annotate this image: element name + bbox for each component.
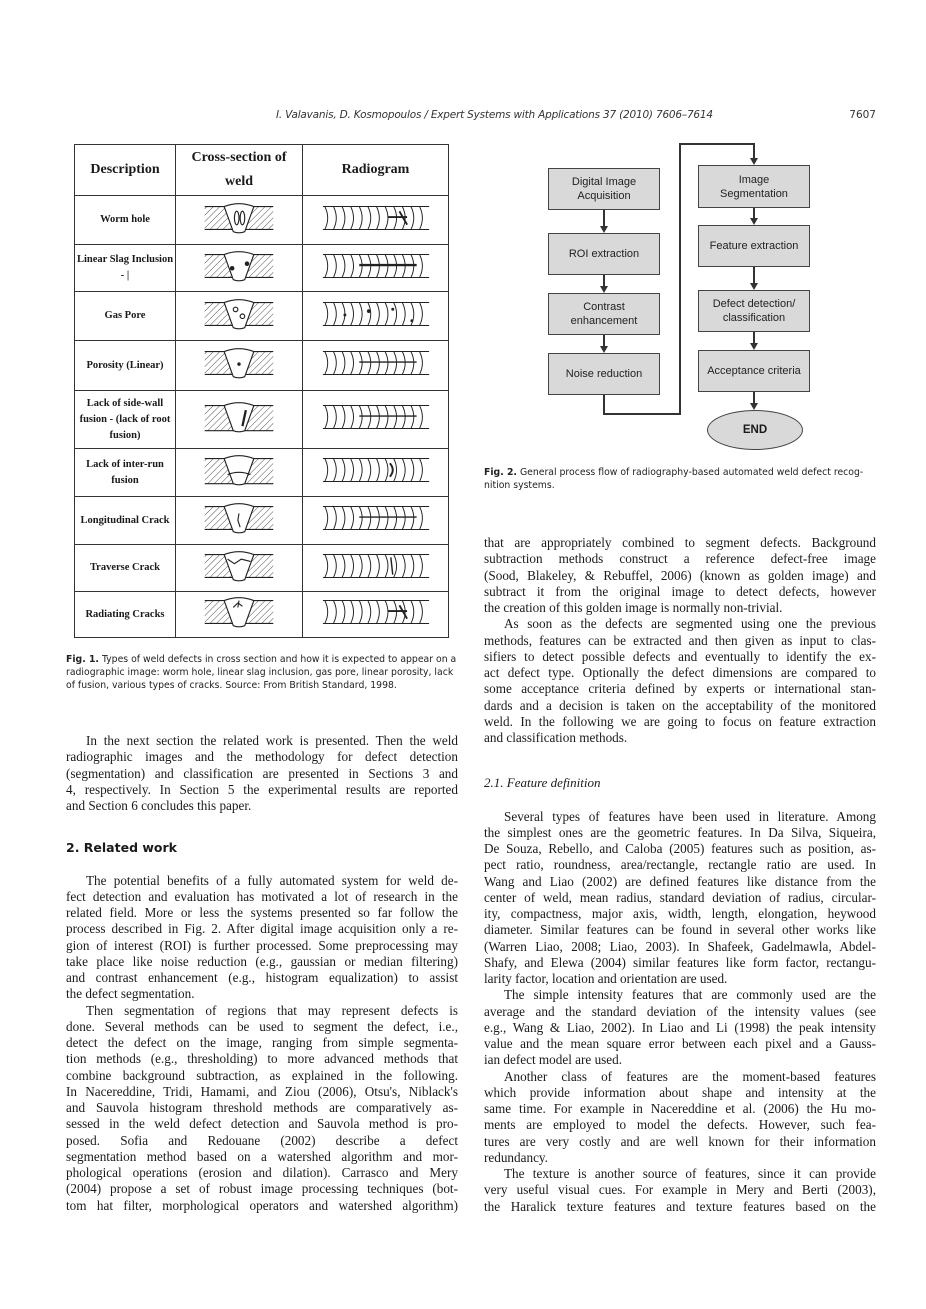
fig1-caption-line: of fusion, various types of cracks. Source: From British Standard, 1998. xyxy=(66,680,397,691)
text-line: and classification methods. xyxy=(484,730,628,745)
text-line: ments are employed to model the defects. However, such fea- xyxy=(484,1117,876,1133)
radiogram-icon xyxy=(321,551,431,581)
weld-cross-section-icon xyxy=(203,550,275,582)
defect-description: Worm hole xyxy=(75,196,176,245)
text-line: tures are very costly and are well known for their information xyxy=(484,1133,876,1149)
text-line: Wang and Liao (2002) are defined features like distance from the xyxy=(484,873,876,889)
text-line: dards and a decision is taken on the acceptability of the monitored xyxy=(484,697,876,713)
paragraph xyxy=(484,987,876,1068)
text-line: the defect segmentation. xyxy=(66,986,195,1002)
paragraph xyxy=(484,616,876,746)
text-line: De Souza, Rebello, and Caloba (2005) features such as position, as- xyxy=(484,841,876,856)
radiogram-icon xyxy=(321,503,431,533)
cross-section-cell xyxy=(176,592,303,638)
text-line: methods, features can be extracted and then given as input to clas- xyxy=(484,632,876,648)
text-line: diameter. Similar features can be found in several other works like xyxy=(484,922,876,938)
text-line: Then segmentation of regions that may represent defects is xyxy=(86,1002,458,1018)
header-radiogram: Radiogram xyxy=(303,145,449,196)
text-line: sessed in the weld defect detection and Sauvola method is pro- xyxy=(66,1116,458,1132)
text-line: (2004) propose a set of robust image processing techniques (bot- xyxy=(66,1181,458,1197)
text-line: tom hat filter, morphological operators and watershed algorithm) xyxy=(66,1197,458,1213)
defect-description: Traverse Crack xyxy=(75,545,176,592)
flow-step-image-segmentation: Image Segmentation xyxy=(698,165,810,208)
spacer xyxy=(66,814,458,840)
spacer xyxy=(66,857,458,873)
defect-description: Lack of inter-run fusion xyxy=(75,449,176,497)
text-line: related field. More or less the systems presented so far follow the xyxy=(66,905,458,920)
text-line: ian defect model are used. xyxy=(484,1052,623,1068)
spacer xyxy=(484,792,876,809)
text-line: (segmentation) and classification are presented in Sections 3 and xyxy=(66,765,458,781)
radiogram-cell xyxy=(303,545,449,592)
paragraph xyxy=(484,535,876,616)
text-line: combine background subtraction, as explained in the following. xyxy=(66,1067,458,1083)
weld-cross-section-icon xyxy=(203,596,275,628)
text-line: center of weld, mean radius, standard deviation of radius, circular- xyxy=(484,889,876,905)
defect-description: Longitudinal Crack xyxy=(75,497,176,545)
fig2-caption xyxy=(484,466,876,492)
text-line: Another class of features are the moment-based features xyxy=(504,1068,876,1084)
defect-description: Lack of side-wall fusion - (lack of root fusion) xyxy=(75,391,176,449)
text-line: value and the mean square error between each pixel and a Gauss- xyxy=(484,1036,876,1051)
section-heading: 2. Related work xyxy=(66,840,177,856)
text-line: larity factor, location and orientation are used. xyxy=(484,971,728,986)
text-line: phological operations (erosion and dilation). Carrasco and Mery xyxy=(66,1165,458,1180)
fig1-caption-line: Types of weld defects in cross section and how it is expected to appear on a xyxy=(101,654,457,665)
defect-description: Linear Slag Inclusion - | xyxy=(75,245,176,292)
text-line: which provide information about shape and intensity at the xyxy=(484,1084,876,1100)
header-description: Description xyxy=(75,145,176,196)
text-line: the simplest ones are the geometric features. In Da Silva, Siqueira, xyxy=(484,824,876,840)
text-line: Several types of features have been used in literature. Among xyxy=(504,808,876,824)
table-row xyxy=(75,545,449,592)
flow-step-digital-image-acquisition: Digital Image Acquisition xyxy=(548,168,660,210)
text-line: In Nacereddine, Tridi, Hamami, and Ziou (2006), Otsu's, Niblack's xyxy=(66,1083,458,1099)
paragraph xyxy=(484,1166,876,1215)
radiogram-cell xyxy=(303,497,449,545)
text-line: In the next section the related work is presented. Then the weld xyxy=(86,733,458,748)
flow-step-contrast-enhancement: Contrast enhancement xyxy=(548,293,660,335)
text-line: and contrast enhancement (e.g., histogram equalization) to assist xyxy=(66,970,458,985)
text-line: fect detection and evaluation has motivated a lot of research in the xyxy=(66,888,458,904)
fig1-caption-line: radiographic image: worm hole, linear slag inclusion, gas pore, linear porosity, lack xyxy=(66,667,454,678)
cross-section-cell xyxy=(176,497,303,545)
radiogram-cell xyxy=(303,592,449,638)
text-line: The potential benefits of a fully automated system for weld de- xyxy=(86,872,458,888)
text-line: gion of interest (ROI) is further processed. Some preprocessing may xyxy=(66,937,458,953)
table-row xyxy=(75,497,449,545)
defect-description: Porosity (Linear) xyxy=(75,341,176,391)
text-line: posed. Sofia and Redouane (2002) describe a defect xyxy=(66,1132,458,1148)
text-line: subtract it from the original image to detect defects, however xyxy=(484,583,876,599)
text-line: done. Several methods can be used to segment the defect, i.e., xyxy=(66,1018,458,1034)
flow-step-noise-reduction: Noise reduction xyxy=(548,353,660,395)
flow-step-feature-extraction: Feature extraction xyxy=(698,225,810,267)
text-line: and Section 6 concludes this paper. xyxy=(66,798,252,813)
text-line: (Warren Liao, 2008; Liao, 2003). In Shafeek, Gadelmawla, Abdel- xyxy=(484,938,876,954)
left-column xyxy=(66,733,458,1214)
text-line: average and the standard deviation of the intensity values (see xyxy=(484,1003,876,1019)
page-number: 7607 xyxy=(849,109,876,121)
fig2-caption-line: General process flow of radiography-based automated weld defect recog- xyxy=(519,467,864,478)
text-line: pect ratio, roundness, area/rectangle, rectangle ratio are used. In xyxy=(484,857,876,873)
spacer xyxy=(484,746,876,775)
text-line: radiographic images and the methodology for defect detection xyxy=(66,749,458,765)
right-column xyxy=(484,535,876,1215)
running-head: I. Valavanis, D. Kosmopoulos / Expert Systems with Applications 37 (2010) 7606–7614 xyxy=(276,109,713,121)
fig1-caption xyxy=(66,653,466,692)
text-line: 4, respectively. In Section 5 the experimental results are reported xyxy=(66,781,458,797)
text-line: process described in Fig. 2. After digital image acquisition only a re- xyxy=(66,921,458,937)
cross-section-cell xyxy=(176,545,303,592)
text-line: (Sood, Blakeley, & Rebuffel, 2006) (known as golden image) and xyxy=(484,567,876,583)
text-line: As soon as the defects are segmented using one the previous xyxy=(504,616,876,632)
text-line: detect the defect on the image, ranging from simple segmenta- xyxy=(66,1035,458,1050)
text-line: Shafy, and Elewa (2004) similar features like form factor, rectangu- xyxy=(484,954,876,970)
text-line: The simple intensity features that are commonly used are the xyxy=(504,987,876,1003)
paragraph xyxy=(66,873,458,1003)
paragraph xyxy=(484,809,876,988)
weld-cross-section-icon xyxy=(203,502,275,534)
paragraph xyxy=(66,733,458,814)
fig2-caption-line: nition systems. xyxy=(484,480,555,491)
text-line: same time. For example in Nacereddine et al. (2006) the Hu mo- xyxy=(484,1101,876,1116)
text-line: tion methods (e.g., thresholding) to more advanced methods that xyxy=(66,1051,458,1067)
text-line: some acceptance criteria defined by experts or international stan- xyxy=(484,681,876,697)
flow-end: END xyxy=(707,410,803,450)
text-line: e.g., Wang & Liao, 2002). In Liao and Li (1998) the peak intensity xyxy=(484,1019,876,1035)
flow-step-defect-detection: Defect detection/ classification xyxy=(698,290,810,332)
flow-step-roi-extraction: ROI extraction xyxy=(548,233,660,275)
radiogram-icon xyxy=(321,597,431,627)
flow-step-acceptance-criteria: Acceptance criteria xyxy=(698,350,810,392)
text-line: The texture is another source of features, since it can provide xyxy=(504,1166,876,1181)
text-line: sifiers to detect possible defects and eventually to identify the ex- xyxy=(484,648,876,664)
text-line: redundancy. xyxy=(484,1149,548,1165)
text-line: subtraction methods construct a reference defect-free image xyxy=(484,551,876,567)
header-cross-section: Cross-section of weld xyxy=(176,145,303,196)
text-line: segmentation method based on a watershed algorithm and mor- xyxy=(66,1148,458,1164)
paragraph xyxy=(66,1003,458,1214)
fig2-caption-label: Fig. 2. xyxy=(484,467,517,478)
text-line: the creation of this golden image is normally non-trivial. xyxy=(484,600,783,615)
table-row xyxy=(75,592,449,638)
paragraph xyxy=(484,1069,876,1167)
text-line: ity, compactness, major axis, width, length, elongation, heywood xyxy=(484,906,876,921)
section-heading: 2.1. Feature definition xyxy=(484,775,601,791)
text-line: that are appropriately combined to segment defects. Background xyxy=(484,535,876,550)
text-line: and Sauvola histogram threshold methods are comparatively as- xyxy=(66,1100,458,1115)
text-line: very useful visual cues. For example in Mery and Berti (2003), xyxy=(484,1182,876,1198)
text-line: act defect type. Optionally the defect dimensions are compared to xyxy=(484,665,876,680)
defect-description: Gas Pore xyxy=(75,292,176,341)
fig1-caption-label: Fig. 1. xyxy=(66,654,99,665)
text-line: the Haralick texture features and texture features based on the xyxy=(484,1198,876,1214)
text-line: weld. In the following we are going to focus on feature extraction xyxy=(484,713,876,729)
text-line: take place like noise reduction (e.g., gaussian or median filtering) xyxy=(66,953,458,969)
defect-description: Radiating Cracks xyxy=(75,592,176,638)
